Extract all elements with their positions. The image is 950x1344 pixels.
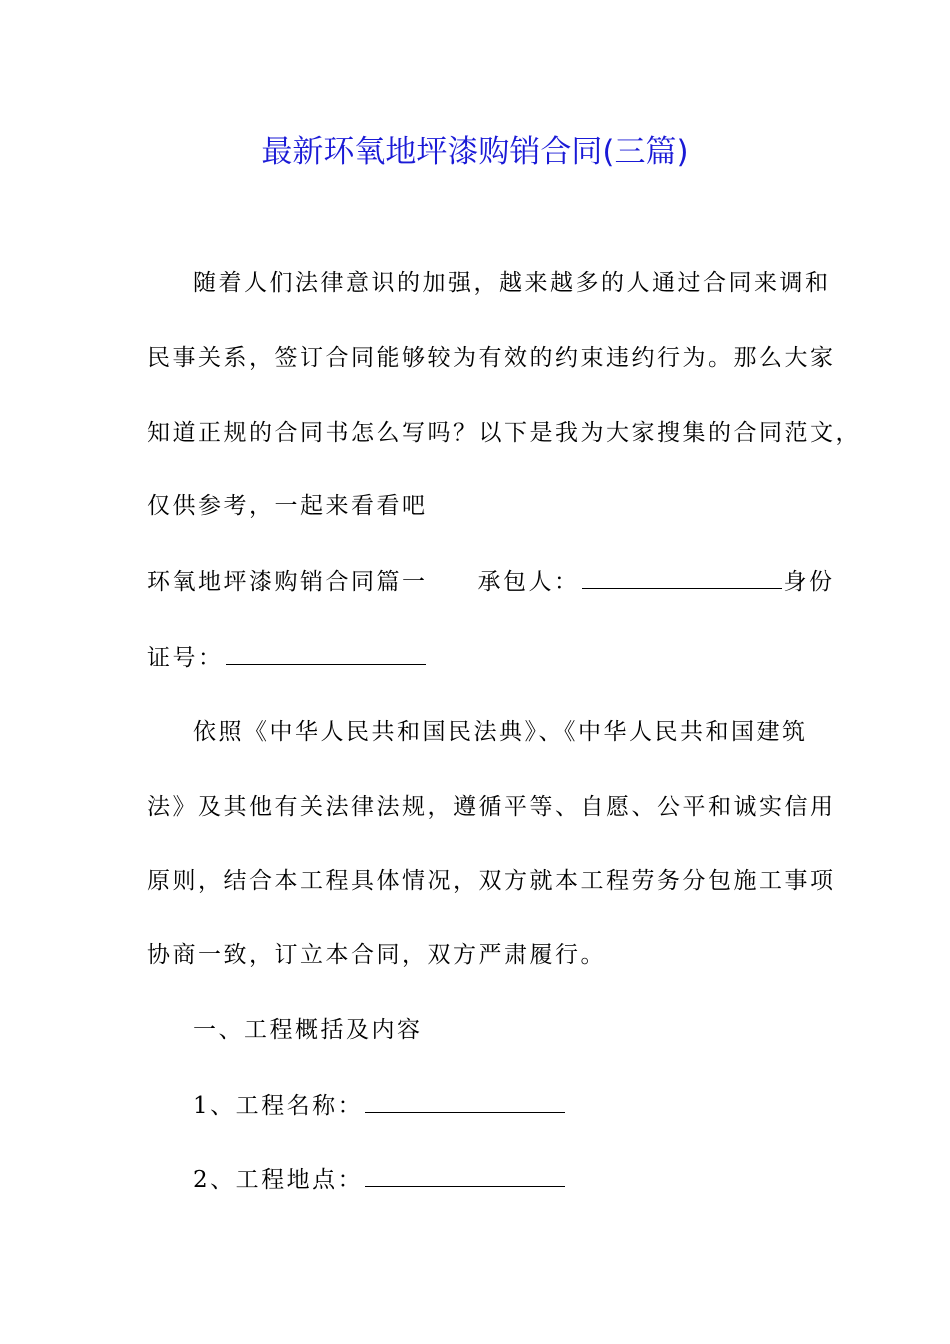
project-location-label: 2、工程地点：: [193, 1167, 364, 1193]
id-line: [147, 641, 428, 675]
project-location-line: [193, 1163, 567, 1197]
section1-line: [147, 565, 835, 599]
document-title: 最新环氧地坪漆购销合同(三篇): [261, 134, 689, 170]
intro-line-1: 随着人们法律意识的加强，越来越多的人通过合同来调和: [193, 270, 831, 296]
contractor-label: 承包人：: [477, 569, 580, 595]
id-number-blank[interactable]: [226, 642, 426, 665]
basis-line-4: 协商一致，订立本合同，双方严肃履行。: [147, 942, 606, 968]
id-label-part1: 身份: [783, 569, 835, 595]
project-name-blank[interactable]: [365, 1090, 565, 1113]
basis-line-1: 依照《中华人民共和国民法典》、《中华人民共和国建筑: [193, 719, 808, 745]
contractor-blank[interactable]: [582, 566, 782, 589]
intro-line-4: 仅供参考，一起来看看吧: [147, 493, 428, 519]
project-location-blank[interactable]: [365, 1164, 565, 1187]
intro-line-3: 知道正规的合同书怎么写吗？以下是我为大家搜集的合同范文，: [147, 420, 861, 446]
clause1-heading: 一、工程概括及内容: [193, 1017, 423, 1043]
basis-line-2: 法》及其他有关法律法规，遵循平等、自愿、公平和诚实信用: [147, 794, 836, 820]
section1-heading: 环氧地坪漆购销合同篇一: [147, 569, 428, 595]
intro-line-2: 民事关系，签订合同能够较为有效的约束违约行为。那么大家: [147, 345, 836, 371]
project-name-label: 1、工程名称：: [193, 1093, 364, 1119]
basis-line-3: 原则，结合本工程具体情况，双方就本工程劳务分包施工事项: [147, 868, 836, 894]
id-label-part2: 证号：: [147, 645, 224, 671]
project-name-line: [193, 1089, 567, 1123]
